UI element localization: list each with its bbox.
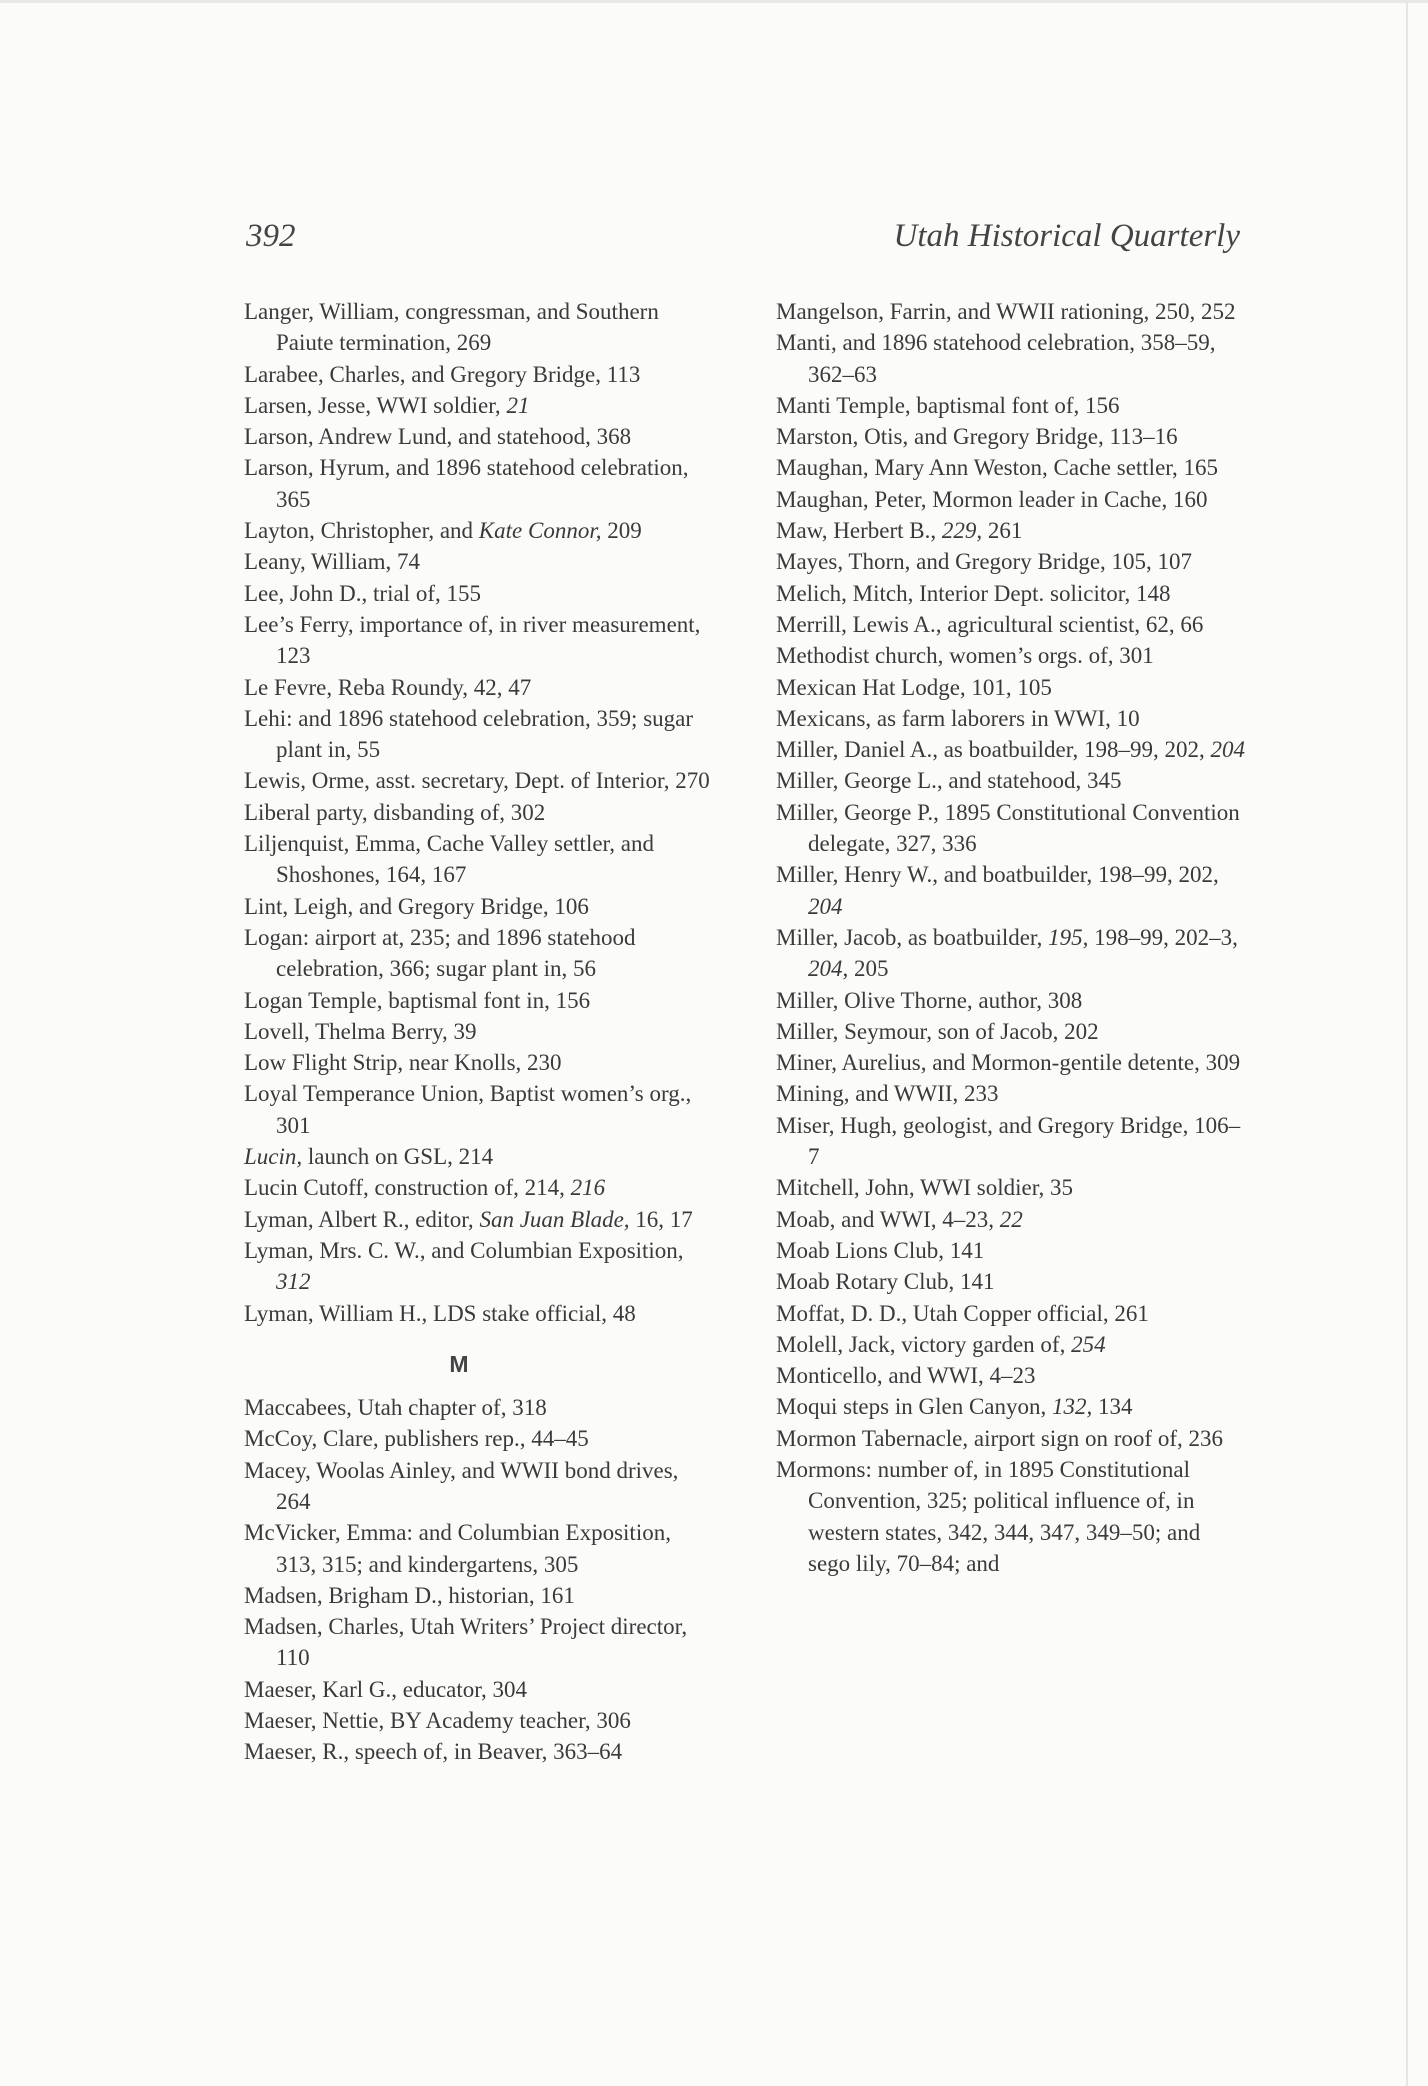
page-right-edge [1406, 0, 1408, 2086]
index-entry: Logan Temple, baptismal font in, 156 [244, 987, 591, 1013]
index-entry: Lyman, Mrs. C. W., and Columbian Exposition, 312 [244, 1237, 684, 1295]
index-entry: Lee’s Ferry, importance of, in river measurement, 123 [244, 611, 701, 669]
index-entry: Mayes, Thorn, and Gregory Bridge, 105, 107 [776, 549, 1193, 575]
index-entry: Lucin, launch on GSL, 214 [244, 1144, 494, 1170]
index-entry: Mexicans, as farm laborers in WWI, 10 [776, 705, 1140, 731]
index-entry: Larson, Hyrum, and 1896 statehood celebration, 365 [244, 455, 689, 512]
index-entry: Larabee, Charles, and Gregory Bridge, 113 [244, 361, 641, 387]
index-entry: Lee, John D., trial of, 155 [244, 580, 481, 606]
index-entries-m-continued [776, 296, 1246, 1579]
index-entry: Low Flight Strip, near Knolls, 230 [244, 1050, 562, 1076]
page-header [246, 218, 1240, 262]
index-entry: Marston, Otis, and Gregory Bridge, 113–16 [776, 424, 1178, 450]
index-entry: Miller, George P., 1895 Constitutional Convention delegate, 327, 336 [776, 799, 1240, 857]
index-entry: Lyman, William H., LDS stake official, 48 [244, 1300, 636, 1326]
index-entry: Madsen, Brigham D., historian, 161 [244, 1582, 575, 1608]
index-entry: Merrill, Lewis A., agricultural scientist, 62, 66 [776, 611, 1204, 637]
index-entry: Mangelson, Farrin, and WWII rationing, 250, 252 [776, 299, 1236, 324]
index-entry: McVicker, Emma: and Columbian Exposition, 313, 315; and kindergartens, 305 [244, 1520, 671, 1577]
index-entry: Liljenquist, Emma, Cache Valley settler, and Shoshones, 164, 167 [244, 831, 654, 888]
index-entry: Methodist church, women’s orgs. of, 301 [776, 643, 1154, 669]
index-entry: Maeser, Nettie, BY Academy teacher, 306 [244, 1708, 631, 1734]
index-entry: Moab, and WWI, 4–23, 22 [776, 1206, 1023, 1232]
index-entry: Miner, Aurelius, and Mormon-gentile detente, 309 [776, 1050, 1241, 1076]
index-entry: Maeser, R., speech of, in Beaver, 363–64 [244, 1739, 623, 1765]
index-entry: Mitchell, John, WWI soldier, 35 [776, 1175, 1073, 1201]
index-entry: Leany, William, 74 [244, 549, 421, 575]
index-column-right [776, 296, 1246, 1579]
page-number: 392 [246, 218, 296, 254]
index-entry: Madsen, Charles, Utah Writers’ Project director, 110 [244, 1614, 688, 1671]
index-entry: Logan: airport at, 235; and 1896 statehood celebration, 366; sugar plant in, 56 [244, 924, 636, 982]
index-entry: Maeser, Karl G., educator, 304 [244, 1676, 527, 1702]
index-entry: Melich, Mitch, Interior Dept. solicitor, 148 [776, 580, 1171, 606]
index-entry: Lyman, Albert R., editor, San Juan Blade, 16, 17 [244, 1206, 693, 1232]
index-entry: Le Fevre, Reba Roundy, 42, 47 [244, 674, 532, 700]
index-entry: Lucin Cutoff, construction of, 214, 216 [244, 1175, 606, 1201]
section-letter: M [449, 1350, 469, 1377]
index-entry: Maw, Herbert B., 229, 261 [776, 518, 1023, 544]
index-entry: Macey, Woolas Ainley, and WWII bond drives, 264 [244, 1457, 679, 1514]
index-entry: McCoy, Clare, publishers rep., 44–45 [244, 1426, 589, 1452]
index-entry: Miser, Hugh, geologist, and Gregory Bridge, 106–7 [776, 1112, 1241, 1170]
index-entry: Manti Temple, baptismal font of, 156 [776, 392, 1120, 418]
index-entry: Larson, Andrew Lund, and statehood, 368 [244, 424, 632, 450]
index-entry: Miller, Henry W., and boatbuilder, 198–99, 202, 204 [776, 862, 1219, 919]
index-entry: Larsen, Jesse, WWI soldier, 21 [244, 392, 530, 418]
index-entry: Lewis, Orme, asst. secretary, Dept. of Interior, 270 [244, 768, 710, 794]
page-top-edge [0, 0, 1428, 3]
index-entries-l [244, 296, 714, 1329]
index-entry: Miller, George L., and statehood, 345 [776, 768, 1122, 794]
index-entry: Miller, Jacob, as boatbuilder, 195, 198–99, 202–3, 204, 205 [776, 924, 1238, 982]
index-entry: Liberal party, disbanding of, 302 [244, 799, 546, 825]
index-entry: Moffat, D. D., Utah Copper official, 261 [776, 1300, 1149, 1326]
index-column-left [244, 296, 714, 1768]
index-entry: Maughan, Peter, Mormon leader in Cache, 160 [776, 486, 1208, 512]
index-entry: Miller, Olive Thorne, author, 308 [776, 987, 1083, 1013]
index-entry: Miller, Seymour, son of Jacob, 202 [776, 1018, 1099, 1044]
index-entry: Mormons: number of, in 1895 Constitutional Convention, 325; political influence of, in western states, 342, 344, 347, 349–50; and sego lily, 70–84; and [776, 1456, 1201, 1576]
index-entry: Maughan, Mary Ann Weston, Cache settler, 165 [776, 455, 1219, 481]
running-title: Utah Historical Quarterly [893, 218, 1240, 254]
index-entry: Mormon Tabernacle, airport sign on roof of, 236 [776, 1425, 1223, 1451]
index-entry: Langer, William, congressman, and Southern Paiute termination, 269 [244, 299, 659, 356]
index-entry: Loyal Temperance Union, Baptist women’s org., 301 [244, 1081, 692, 1138]
index-entry: Mining, and WWII, 233 [776, 1081, 999, 1107]
index-entry: Lint, Leigh, and Gregory Bridge, 106 [244, 893, 589, 919]
index-entry: Miller, Daniel A., as boatbuilder, 198–99, 202, 204 [776, 737, 1245, 763]
index-entry: Moqui steps in Glen Canyon, 132, 134 [776, 1394, 1133, 1420]
index-entry: Maccabees, Utah chapter of, 318 [244, 1395, 547, 1421]
index-entry: Moab Lions Club, 141 [776, 1237, 985, 1263]
index-entries-m [244, 1392, 714, 1768]
index-entry: Monticello, and WWI, 4–23 [776, 1363, 1036, 1389]
index-entry: Layton, Christopher, and Kate Connor, 209 [244, 518, 642, 544]
index-entry: Lehi: and 1896 statehood celebration, 359; sugar plant in, 55 [244, 705, 694, 763]
index-entry: Moab Rotary Club, 141 [776, 1269, 995, 1295]
index-entry: Lovell, Thelma Berry, 39 [244, 1018, 477, 1044]
index-entry: Manti, and 1896 statehood celebration, 358–59, 362–63 [776, 330, 1216, 387]
index-entry: Mexican Hat Lodge, 101, 105 [776, 674, 1052, 700]
index-entry: Molell, Jack, victory garden of, 254 [776, 1331, 1106, 1357]
